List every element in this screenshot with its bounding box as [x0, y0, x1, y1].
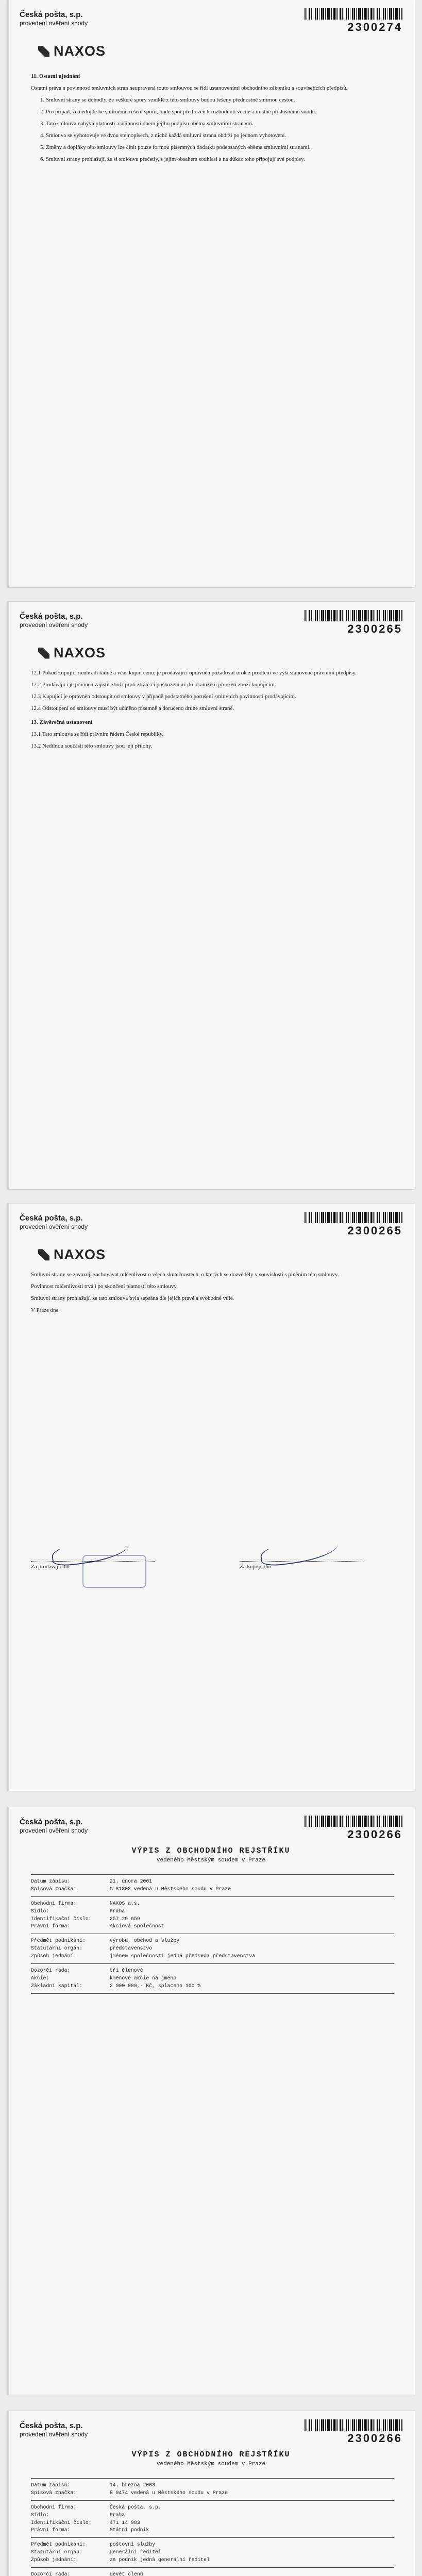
extract-title — [7, 1846, 415, 1863]
post-stamp — [20, 1818, 88, 1834]
register-extract — [31, 1871, 394, 1997]
register-row: Datum zápisu: 14. března 2003 — [31, 2482, 156, 2488]
paragraph: 12.2 Prodávající je povinen zajistit zboží proti ztrátě či poškození až do okamžiku převzetí zboží kupujícím. — [31, 682, 276, 688]
post-stamp — [20, 612, 88, 629]
divider — [31, 1874, 394, 1875]
post-sub: provedení ověření shody — [20, 2431, 88, 2438]
post-name: Česká pošta, s.p. — [20, 2421, 83, 2430]
divider — [31, 2567, 394, 2568]
divider — [31, 1896, 394, 1897]
paragraph: 12.1 Pokud kupující neuhradí řádně a včas kupní cenu, je prodávající oprávněn požadovat úrok z prodlení ve výši stanovené právními předpisy. — [31, 670, 357, 676]
extract-subheading: vedeného Městským soudem v Praze — [156, 1857, 266, 1863]
barcode-number: 2300266 — [347, 2432, 402, 2445]
page-edge — [7, 0, 9, 587]
register-row: Akcie: kmenové akcie na jméno — [31, 1975, 177, 1981]
post-stamp — [20, 1214, 88, 1230]
extract-title — [7, 2450, 415, 2467]
paragraph: 13.2 Nedílnou součástí této smlouvy jsou její přílohy. — [31, 743, 153, 750]
post-name: Česká pošta, s.p. — [20, 1818, 83, 1826]
paragraph: 3. Tato smlouva nabývá platnosti a účinnosti dnem jejího podpisu oběma smluvními stranami. — [40, 121, 254, 127]
barcode — [305, 610, 402, 636]
post-sub: provedení ověření shody — [20, 1827, 88, 1834]
paragraph: 1. Smluvní strany se dohodly, že veškeré spory vzniklé z této smlouvy budou řešeny přednostně smírnou cestou. — [40, 97, 295, 104]
register-row: Způsob jednání: jménem společnosti jedná předseda představenstva — [31, 1953, 256, 1959]
barcode — [305, 1816, 402, 1841]
paragraph: 13.1 Tato smlouva se řídí právním řádem České republiky. — [31, 731, 164, 738]
paragraph: Ostatní práva a povinnosti smluvních stran neupravená touto smlouvou se řídí ustanoveními obchodního zákoníku a souvisejících předpisů. — [31, 85, 348, 92]
naxos-logo — [38, 645, 106, 661]
register-row: Identifikační číslo: 471 14 983 — [31, 2519, 140, 2526]
document-page-2 — [7, 602, 415, 1189]
divider — [31, 2478, 394, 2479]
paragraph: 6. Smluvní strany prohlašují, že si smlouvu přečetly, s jejím obsahem souhlasí a na důkaz toho připojují své podpisy. — [40, 156, 305, 163]
barcode-bars — [305, 610, 402, 621]
paragraph: V Praze dne — [31, 1307, 59, 1314]
register-row: Základní kapitál: 2 000 000,- Kč, splaceno 100 % — [31, 1982, 201, 1989]
paragraph: 2. Pro případ, že nedojde ke smírnému řešení sporu, bude spor předložen k rozhodnutí věcně a místně příslušnému soudu. — [40, 109, 316, 115]
signature-area — [31, 1533, 394, 1688]
post-stamp — [20, 10, 88, 27]
register-row: Předmět podnikání: poštovní služby — [31, 2541, 156, 2548]
register-row: Předmět podnikání: výroba, obchod a služby — [31, 1938, 180, 1944]
naxos-mark-icon — [38, 648, 49, 659]
naxos-logo — [38, 1247, 106, 1263]
document-page-4 — [7, 1807, 415, 2395]
post-stamp — [20, 2421, 88, 2438]
signature-right — [240, 1544, 394, 1570]
barcode-number: 2300266 — [347, 1828, 402, 1841]
post-sub: provedení ověření shody — [20, 621, 88, 629]
barcode-bars — [305, 1212, 402, 1223]
paragraph: 12.3 Kupující je oprávněn odstoupit od smlouvy v případě podstatného porušení smluvních povinností prodávajícím. — [31, 693, 296, 700]
naxos-wordmark: NAXOS — [54, 1247, 106, 1262]
naxos-mark-icon — [38, 46, 49, 57]
paragraph: 12.4 Odstoupení od smlouvy musí být učiněno písemně a doručeno druhé smluvní straně. — [31, 705, 234, 712]
document-page-3 — [7, 1204, 415, 1791]
register-row: Obchodní firma: NAXOS a.s. — [31, 1900, 140, 1906]
contract-text — [31, 67, 394, 167]
divider — [31, 1993, 394, 1994]
barcode — [305, 8, 402, 34]
register-row: Právní forma: Akciová společnost — [31, 1923, 164, 1929]
register-row: Dozorčí rada: devět členů — [31, 2571, 143, 2576]
register-row: Datum zápisu: 21. února 2001 — [31, 1878, 153, 1884]
signature-label: Za prodávajícího — [31, 1564, 70, 1570]
divider — [31, 2500, 394, 2501]
naxos-wordmark: NAXOS — [54, 645, 106, 660]
register-row: Sídlo: Praha — [31, 1908, 125, 1914]
register-row: Způsob jednání: za podnik jedná generální ředitel — [31, 2557, 210, 2563]
register-row: Spisová značka: C 81808 vedená u Městského soudu v Praze — [31, 1886, 231, 1892]
document-page-1 — [7, 0, 415, 587]
divider — [31, 1963, 394, 1964]
register-row: Sídlo: Praha — [31, 2512, 125, 2518]
contract-text — [31, 669, 394, 754]
register-row: Spisová značka: B 9474 vedená u Městského soudu v Praze — [31, 2489, 228, 2496]
section-heading: 11. Ostatní ujednání — [31, 73, 80, 79]
extract-subheading: vedeného Městským soudem v Praze — [156, 2461, 266, 2467]
naxos-mark-icon — [38, 1249, 49, 1261]
signature-scribble — [259, 1535, 340, 1568]
paragraph: Povinnost mlčenlivosti trvá i po skončení platnosti této smlouvy. — [31, 1283, 178, 1290]
register-row: Statutární orgán: generální ředitel — [31, 2549, 161, 2555]
register-row: Dozorčí rada: tři členové — [31, 1968, 143, 1974]
register-extract — [31, 2475, 394, 2576]
paragraph: Smluvní strany se zavazují zachovávat mlčenlivost o všech skutečnostech, o kterých se dozvěděly v souvislosti s plněním této smlouvy. — [31, 1272, 339, 1278]
company-stamp — [82, 1555, 146, 1588]
post-sub: provedení ověření shody — [20, 1223, 88, 1230]
paragraph: 5. Změny a doplňky této smlouvy lze činit pouze formou písemných dodatků podepsaných oběma smluvními stranami. — [40, 144, 311, 151]
barcode-bars — [305, 1816, 402, 1827]
divider — [31, 2537, 394, 2538]
register-row: Právní forma: Státní podnik — [31, 2527, 149, 2533]
barcode-number: 2300265 — [347, 1224, 402, 1237]
barcode — [305, 1212, 402, 1238]
page-edge — [7, 2411, 9, 2576]
post-name: Česká pošta, s.p. — [20, 612, 83, 621]
page-edge — [7, 602, 9, 1189]
contract-text — [31, 1270, 394, 1318]
post-name: Česká pošta, s.p. — [20, 1214, 83, 1223]
barcode-bars — [305, 8, 402, 20]
signature-label: Za kupujícího — [240, 1564, 272, 1570]
paragraph: 4. Smlouva se vyhotovuje ve dvou stejnopisech, z nichž každá smluvní strana obdrží po jednom vyhotovení. — [40, 132, 286, 139]
post-name: Česká pošta, s.p. — [20, 10, 83, 19]
naxos-logo — [38, 43, 106, 59]
barcode-number: 2300274 — [347, 21, 402, 33]
register-row: Statutární orgán: představenstvo — [31, 1945, 153, 1952]
barcode-bars — [305, 2419, 402, 2431]
barcode-number: 2300265 — [347, 622, 402, 635]
extract-heading: VÝPIS Z OBCHODNÍHO REJSTŘÍKU — [131, 1846, 291, 1855]
paragraph: Smluvní strany prohlašují, že tato smlouva byla sepsána dle jejich pravé a svobodné vůle. — [31, 1295, 234, 1302]
barcode — [305, 2419, 402, 2445]
section-heading: 13. Závěrečná ustanovení — [31, 719, 93, 726]
extract-heading: VÝPIS Z OBCHODNÍHO REJSTŘÍKU — [131, 2450, 291, 2459]
signature-left — [31, 1544, 185, 1570]
post-sub: provedení ověření shody — [20, 20, 88, 27]
document-page-5 — [7, 2411, 415, 2576]
page-edge — [7, 1204, 9, 1791]
register-row: Obchodní firma: Česká pošta, s.p. — [31, 2504, 161, 2510]
naxos-wordmark: NAXOS — [54, 43, 106, 59]
register-row: Identifikační číslo: 257 29 659 — [31, 1916, 140, 1922]
page-edge — [7, 1807, 9, 2395]
